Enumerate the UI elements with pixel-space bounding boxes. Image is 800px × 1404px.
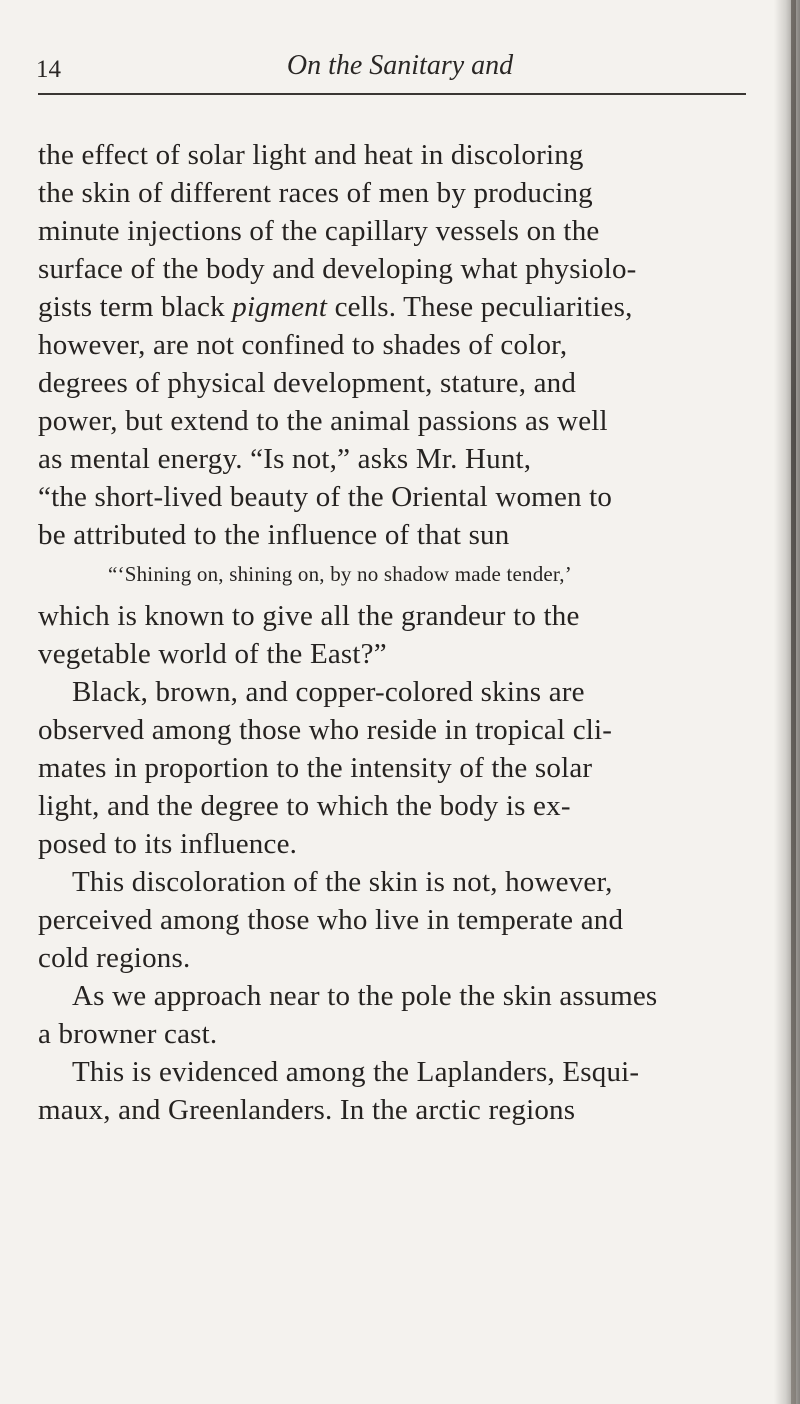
- text-line: posed to its influence.: [38, 828, 298, 860]
- paragraph-start: As we approach near to the pole the skin assumes: [72, 980, 658, 1012]
- paragraph-start: This is evidenced among the Laplanders, Esqui-: [72, 1056, 640, 1088]
- page-edge-shadow: [774, 0, 800, 1404]
- paragraph-start: This discoloration of the skin is not, however,: [72, 866, 613, 898]
- text-line: which is known to give all the grandeur to the: [38, 600, 580, 632]
- text-line: however, are not confined to shades of color,: [38, 329, 568, 361]
- text-line: light, and the degree to which the body is ex-: [38, 790, 571, 822]
- text-line: “the short-lived beauty of the Oriental women to: [38, 481, 613, 513]
- text-line: observed among those who reside in tropical cli-: [38, 714, 613, 746]
- text-line: be attributed to the influence of that sun: [38, 519, 510, 551]
- text-line: vegetable world of the East?”: [38, 638, 387, 670]
- text-line: cold regions.: [38, 942, 191, 974]
- text-line: maux, and Greenlanders. In the arctic regions: [38, 1094, 576, 1126]
- header-rule: [38, 93, 746, 95]
- italic-term: pigment: [232, 291, 328, 323]
- text-line: perceived among those who live in temperate and: [38, 904, 624, 936]
- text-line: mates in proportion to the intensity of the solar: [38, 752, 593, 784]
- text-line: gists term black pigment cells. These peculiarities,: [38, 291, 633, 323]
- text-line: the effect of solar light and heat in discoloring: [38, 139, 584, 171]
- text-line: as mental energy. “Is not,” asks Mr. Hunt,: [38, 443, 532, 475]
- paragraph-start: Black, brown, and copper-colored skins are: [72, 676, 585, 708]
- text-line: a browner cast.: [38, 1018, 218, 1050]
- text-line: power, but extend to the animal passions as well: [38, 405, 608, 437]
- text-line: surface of the body and developing what physiolo-: [38, 253, 637, 285]
- text-line: minute injections of the capillary vessels on the: [38, 215, 600, 247]
- verse-quotation: “‘Shining on, shining on, by no shadow made tender,’: [108, 562, 572, 586]
- page-number: 14: [36, 56, 61, 83]
- page-edge-binding: [791, 0, 796, 1404]
- text-line: degrees of physical development, stature, and: [38, 367, 577, 399]
- text-line: the skin of different races of men by producing: [38, 177, 593, 209]
- running-head: On the Sanitary and: [286, 50, 514, 81]
